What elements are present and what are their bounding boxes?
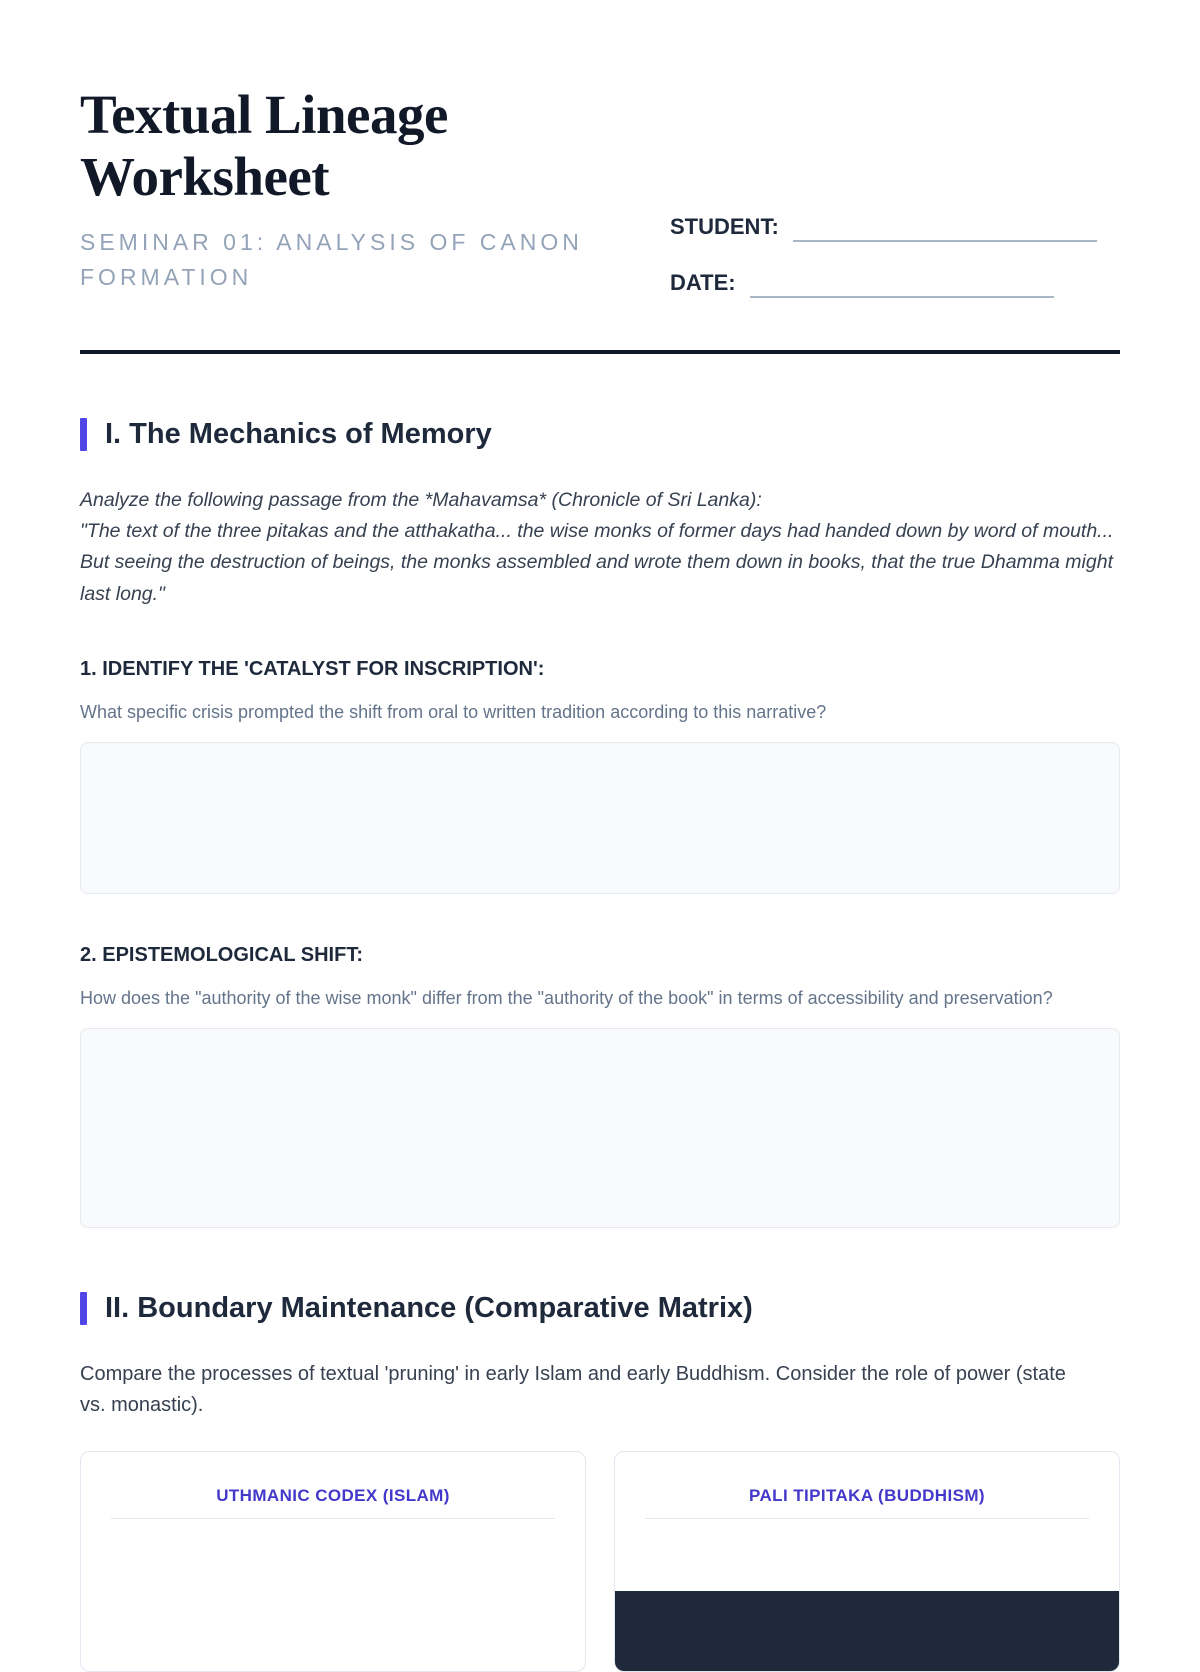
question-1-label: 1. IDENTIFY THE 'CATALYST FOR INSCRIPTION': [80, 657, 545, 680]
section-2-title: II. Boundary Maintenance (Comparative Matrix) [105, 1291, 753, 1324]
header-divider [80, 350, 1120, 354]
page-subtitle: SEMINAR 01: ANALYSIS OF CANON FORMATION [80, 229, 583, 290]
worksheet-header [80, 84, 1120, 322]
section-accent-bar [80, 1292, 87, 1325]
card-pali-header: PALI TIPITAKA (BUDDHISM) [749, 1485, 985, 1505]
question-1-hint: What specific crisis prompted the shift from oral to written tradition according to this narrative? [80, 701, 827, 722]
question-2-hint: How does the "authority of the wise monk" differ from the "authority of the book" in terms of accessibility and preservation? [80, 987, 1053, 1008]
card-uthmanic-header: UTHMANIC CODEX (ISLAM) [216, 1485, 450, 1505]
card-pali-tipitaka [614, 1451, 1120, 1672]
section-accent-bar [80, 418, 87, 451]
card-header-divider [645, 1518, 1089, 1519]
section-1-heading [80, 418, 1120, 451]
source-passage [80, 485, 1120, 610]
date-field-row [670, 266, 1120, 298]
pali-card-dark-block [615, 1591, 1119, 1671]
student-info-block [670, 210, 1120, 322]
page-title: Textual Lineage Worksheet [80, 84, 448, 207]
answer-box-2[interactable] [80, 1028, 1120, 1228]
title-block [80, 84, 620, 294]
question-2-label: 2. EPISTEMOLOGICAL SHIFT: [80, 943, 363, 966]
card-uthmanic-codex [80, 1451, 586, 1672]
student-label: STUDENT: [670, 214, 779, 239]
passage-quote: "The text of the three pitakas and the atthakatha... the wise monks of former days had handed down by word of mouth... But seeing the destruction of beings, the monks assembled and wrote them down in books, that the true Dhamma might last long." [80, 520, 1114, 605]
section-2-intro: Compare the processes of textual 'pruning' in early Islam and early Buddhism. Consider the role of power (state vs. monastic). [80, 1362, 1066, 1416]
date-label: DATE: [670, 270, 736, 295]
section-1-title: I. The Mechanics of Memory [105, 418, 492, 450]
date-input[interactable] [750, 266, 1054, 298]
passage-intro: Analyze the following passage from the *Mahavamsa* (Chronicle of Sri Lanka): [80, 489, 762, 511]
answer-box-1[interactable] [80, 742, 1120, 894]
card-header-divider [111, 1518, 555, 1519]
comparative-matrix [80, 1451, 1120, 1672]
student-input[interactable] [793, 210, 1097, 242]
student-field-row [670, 210, 1120, 242]
section-2-heading [80, 1292, 1120, 1325]
